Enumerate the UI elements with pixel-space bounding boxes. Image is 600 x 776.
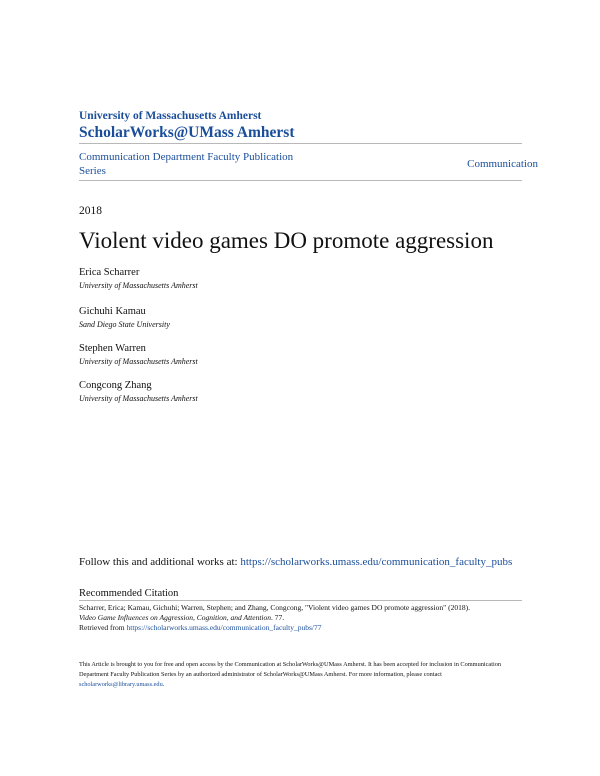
university-name[interactable]: University of Massachusetts Amherst bbox=[79, 110, 262, 122]
collection-link[interactable]: https://scholarworks.umass.edu/communication_faculty_pubs bbox=[240, 556, 513, 568]
citation-retrieved-line bbox=[79, 623, 529, 633]
notice-end: . bbox=[162, 681, 165, 688]
contact-email-link[interactable]: scholarworks@library.umass.edu bbox=[79, 681, 163, 688]
author-block bbox=[79, 305, 479, 330]
access-notice bbox=[79, 660, 524, 690]
author-affiliation: University of Massachusetts Amherst bbox=[79, 357, 198, 366]
department-link[interactable]: Communication bbox=[467, 158, 538, 170]
citation-source-suffix: . 77. bbox=[271, 613, 285, 622]
author-affiliation: University of Massachusetts Amherst bbox=[79, 394, 198, 403]
citation-line: Scharrer, Erica; Kamau, Gichuhi; Warren, Stephen; and Zhang, Congcong, "Violent video games DO promote aggression" (2018). bbox=[79, 603, 470, 612]
follow-line bbox=[79, 555, 512, 569]
author-affiliation: Sand Diego State University bbox=[79, 320, 170, 329]
series-link[interactable]: Communication Department Faculty Publication Series bbox=[79, 151, 294, 177]
header-divider-bottom bbox=[79, 180, 522, 181]
author-block bbox=[79, 342, 479, 367]
publication-year: 2018 bbox=[79, 205, 102, 217]
citation-source: Video Game Influences on Aggression, Cognition, and Attention bbox=[79, 613, 271, 622]
header-divider-top bbox=[79, 143, 522, 144]
retrieved-link[interactable]: https://scholarworks.umass.edu/communication_faculty_pubs/77 bbox=[126, 623, 322, 632]
author-name: Erica Scharrer bbox=[79, 267, 140, 278]
repository-header bbox=[79, 110, 519, 142]
follow-label: Follow this and additional works at: bbox=[79, 556, 241, 568]
author-affiliation: University of Massachusetts Amherst bbox=[79, 281, 198, 290]
citation-block bbox=[79, 603, 529, 633]
recommended-citation-heading: Recommended Citation bbox=[79, 588, 179, 599]
notice-text: This Article is brought to you for free and open access by the Communication at ScholarWorks@UMass Amherst. It has been accepted for inclusion in Communication Department Faculty Publication Series by an authorized administrator of ScholarWorks@UMass Amherst. For more information, please contact bbox=[79, 661, 502, 678]
author-block bbox=[79, 379, 479, 404]
paper-title: Violent video games DO promote aggression bbox=[79, 228, 494, 253]
citation-divider bbox=[79, 600, 522, 601]
author-name: Stephen Warren bbox=[79, 343, 146, 354]
author-name: Gichuhi Kamau bbox=[79, 306, 146, 317]
author-block bbox=[79, 266, 479, 291]
retrieved-label: Retrieved from bbox=[79, 623, 127, 632]
repository-name[interactable]: ScholarWorks@UMass Amherst bbox=[79, 124, 295, 141]
author-name: Congcong Zhang bbox=[79, 380, 152, 391]
citation-source-line bbox=[79, 613, 529, 623]
